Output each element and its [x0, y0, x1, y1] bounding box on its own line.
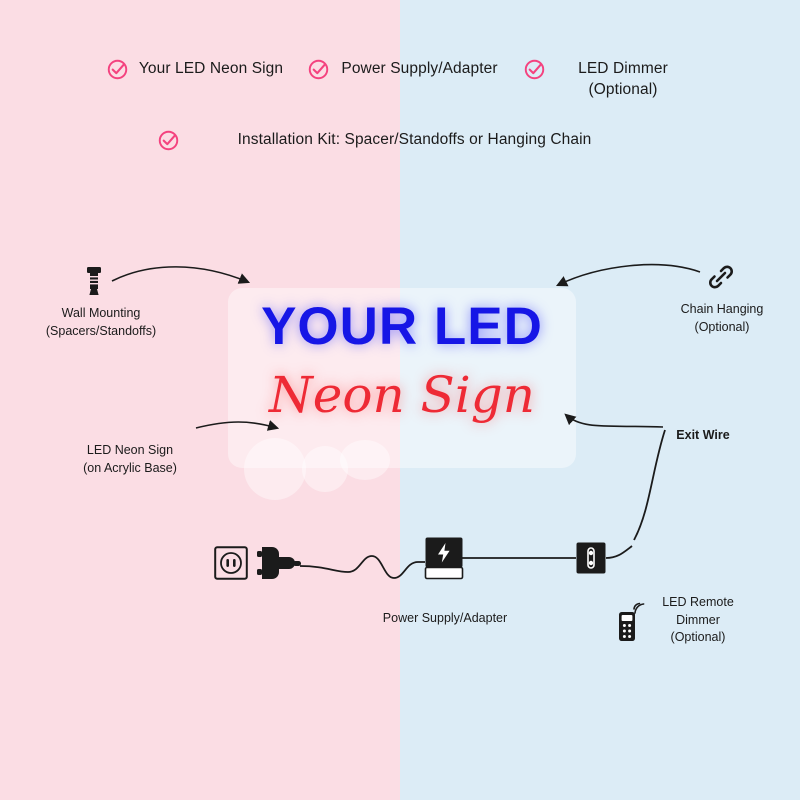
- adapter-brick-icon: [425, 537, 463, 579]
- wire-squiggle: [300, 556, 425, 578]
- plug-icon: [255, 542, 305, 588]
- label-led-neon-sign: [60, 442, 200, 477]
- wall-socket-icon: [214, 546, 248, 580]
- label-led-neon-sign-line1: LED Neon Sign: [86, 443, 174, 457]
- label-power-supply-adapter: Power Supply/Adapter: [382, 611, 508, 625]
- dimmer-box-icon: [576, 542, 606, 574]
- label-wall-mounting: [16, 305, 186, 340]
- checklist-item-label: Power Supply/Adapter: [341, 60, 498, 77]
- label-led-remote-dimmer-line1: LED Remote: [662, 595, 734, 609]
- checklist-item-label: Your LED Neon Sign: [138, 60, 284, 77]
- screw-bolt-icon: [82, 266, 106, 302]
- label-led-remote-dimmer: [640, 594, 756, 647]
- label-exit-wire: Exit Wire: [676, 428, 730, 442]
- label-wall-mounting-line1: Wall Mounting: [61, 306, 141, 320]
- neon-sign-line-2: Neon Sign: [269, 366, 535, 424]
- label-led-remote-dimmer-line3: (Optional): [670, 630, 726, 644]
- arrow-wall-mounting: [112, 267, 248, 282]
- chain-link-icon: [706, 262, 736, 292]
- wire-dimmer-to-exit: [606, 546, 632, 558]
- arrow-chain-hanging: [558, 265, 700, 285]
- wire-exit-to-dimmer: [634, 430, 665, 540]
- checklist-item-label: Installation Kit: Spacer/Standoffs or Hanging Chain: [237, 130, 592, 148]
- arrow-led-neon-sign: [196, 422, 277, 428]
- arrow-exit-wire: [566, 415, 663, 427]
- neon-sign-line-1: YOUR LED: [261, 297, 543, 356]
- label-chain-hanging-line1: Chain Hanging: [680, 302, 764, 316]
- label-led-remote-dimmer-line2: Dimmer: [676, 612, 720, 627]
- label-wall-mounting-line2: (Spacers/Standoffs): [45, 323, 157, 338]
- label-chain-hanging: [652, 301, 792, 336]
- label-chain-hanging-line2: (Optional): [694, 319, 750, 334]
- checklist-item-label: LED Dimmer (Optional): [578, 60, 668, 99]
- label-led-neon-sign-line2: (on Acrylic Base): [83, 460, 177, 475]
